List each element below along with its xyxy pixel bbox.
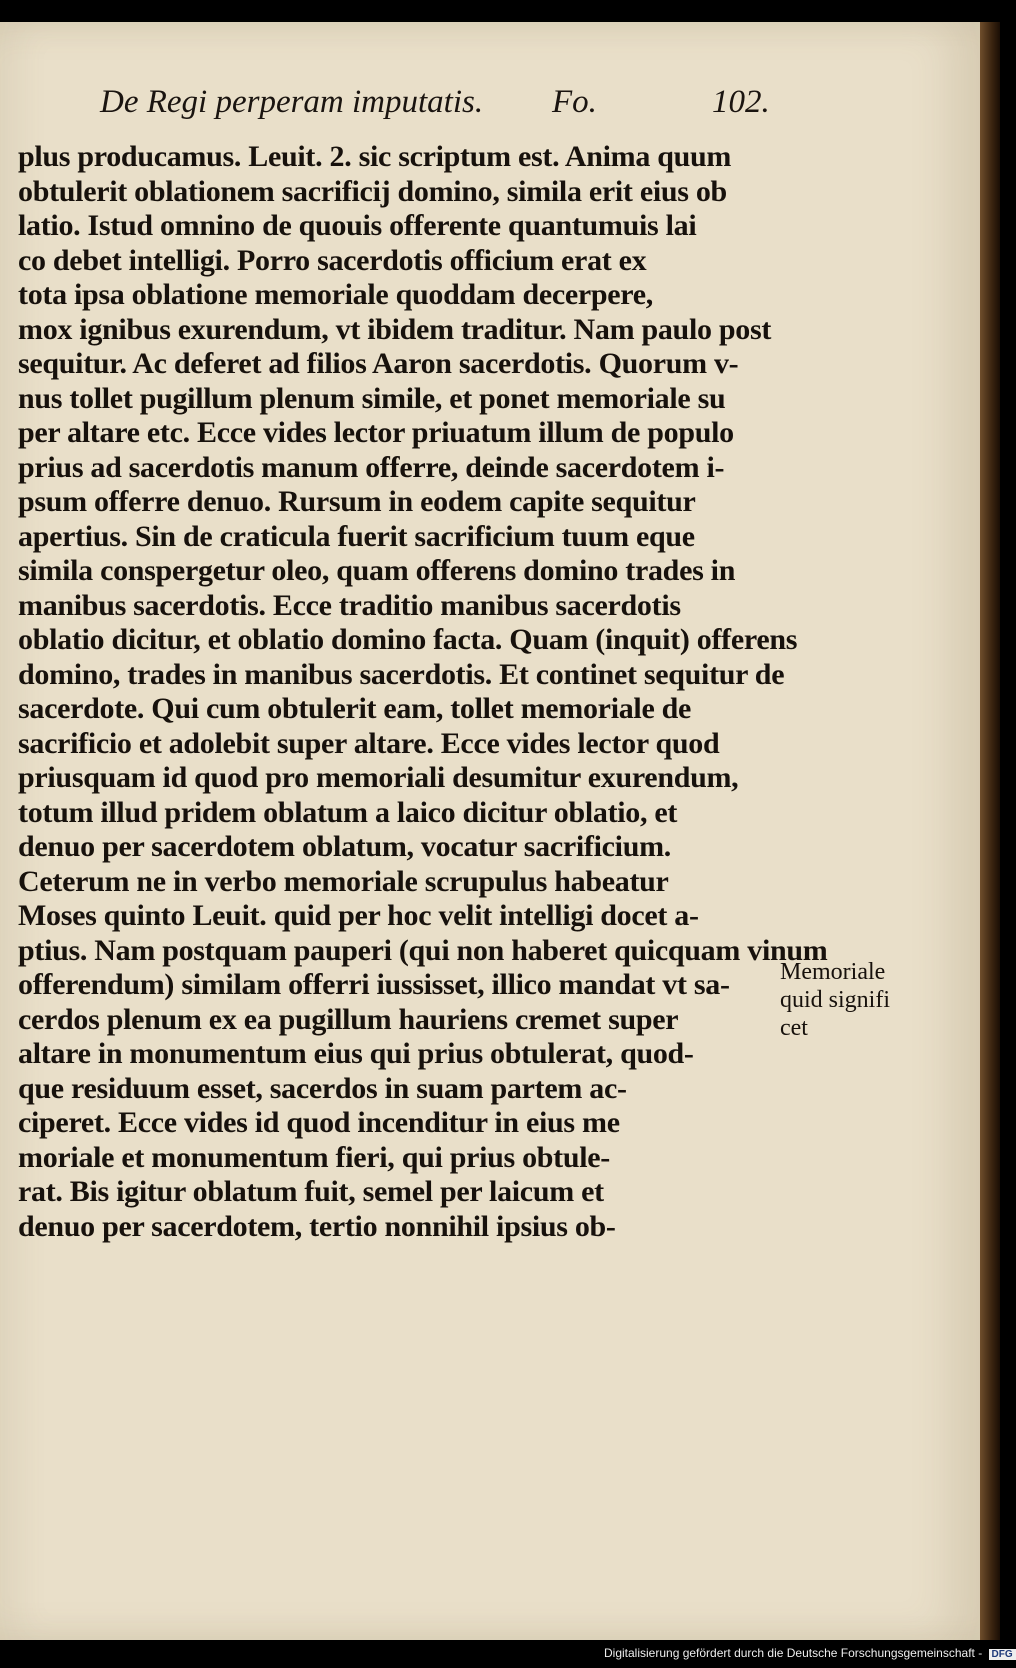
running-title: De Regi perperam imputatis. — [100, 84, 484, 120]
footer-text: Digitalisierung gefördert durch die Deutsche Forschungsgemeinschaft - — [604, 1646, 983, 1660]
text-line: plus producamus. Leuit. 2. sic scriptum est. Anima quum — [18, 140, 732, 173]
marginal-note-line: cet — [780, 1015, 808, 1041]
dfg-logo: DFG — [989, 1649, 1016, 1660]
text-line: prius ad sacerdotis manum offerre, deinde sacerdotem i- — [18, 450, 725, 484]
text-line: sacerdote. Qui cum obtulerit eam, tollet memoriale de — [18, 692, 692, 725]
text-line: moriale et monumentum fieri, qui prius obtule- — [18, 1140, 611, 1174]
text-line: cerdos plenum ex ea pugillum hauriens cremet super — [18, 1002, 679, 1036]
text-line: manibus sacerdotis. Ecce traditio manibus sacerdotis — [18, 588, 681, 622]
text-line: Ceterum ne in verbo memoriale scrupulus habeatur — [18, 864, 669, 898]
text-line: totum illud pridem oblatum a laico dicitur oblatio, et — [18, 795, 678, 829]
folio-number: 102. — [712, 84, 770, 120]
folio-label: Fo. — [552, 84, 597, 120]
book-binding-edge — [980, 22, 1000, 1640]
text-line: que residuum esset, sacerdos in suam partem ac- — [18, 1071, 627, 1105]
text-line: obtulerit oblationem sacrificij domino, simila erit eius ob — [18, 174, 727, 208]
text-line: tota ipsa oblatione memoriale quoddam decerpere, — [18, 278, 653, 311]
text-line: simila conspergetur oleo, quam offerens domino trades in — [18, 554, 736, 587]
text-line: denuo per sacerdotem oblatum, vocatur sacrificium. — [18, 830, 671, 863]
text-line: psum offerre denuo. Rursum in eodem capite sequitur — [18, 485, 696, 518]
text-line: nus tollet pugillum plenum simile, et ponet memoriale su — [18, 381, 726, 415]
text-line: sequitur. Ac deferet ad filios Aaron sacerdotis. Quorum v- — [18, 347, 739, 380]
text-line: sacrificio et adolebit super altare. Ecce vides lector quod — [18, 726, 720, 760]
text-line: per altare etc. Ecce vides lector priuatum illum de populo — [18, 416, 734, 449]
running-header — [100, 84, 960, 134]
marginal-note-line: quid signifi — [780, 987, 891, 1013]
text-line: apertius. Sin de craticula fuerit sacrificium tuum eque — [18, 519, 695, 553]
text-line: oblatio dicitur, et oblatio domino facta. Quam (inquit) offerens — [18, 623, 798, 656]
text-line: co debet intelligi. Porro sacerdotis officium erat ex — [18, 243, 647, 277]
text-line: priusquam id quod pro memoriali desumitur exurendum, — [18, 761, 739, 794]
text-line: rat. Bis igitur oblatum fuit, semel per laicum et — [18, 1175, 604, 1208]
marginal-note — [780, 958, 940, 1042]
text-line: offerendum) similam offerri iussisset, illico mandat vt sa- — [18, 968, 730, 1001]
text-line: latio. Istud omnino de quouis offerente quantumuis lai — [18, 209, 697, 242]
text-line: denuo per sacerdotem, tertio nonnihil ipsius ob- — [18, 1209, 616, 1243]
main-text-block — [18, 140, 828, 1244]
text-line: ptius. Nam postquam pauperi (qui non haberet quicquam vinum — [18, 933, 828, 967]
text-line: Moses quinto Leuit. quid per hoc velit intelligi docet a- — [18, 899, 699, 932]
text-line: ciperet. Ecce vides id quod incenditur in eius me — [18, 1106, 620, 1139]
text-line: altare in monumentum eius qui prius obtulerat, quod- — [18, 1037, 694, 1070]
marginal-note-line: Memoriale — [780, 959, 886, 985]
digitization-footer — [604, 1646, 1016, 1666]
text-line: mox ignibus exurendum, vt ibidem traditur. Nam paulo post — [18, 312, 772, 346]
text-line: domino, trades in manibus sacerdotis. Et continet sequitur de — [18, 657, 785, 691]
